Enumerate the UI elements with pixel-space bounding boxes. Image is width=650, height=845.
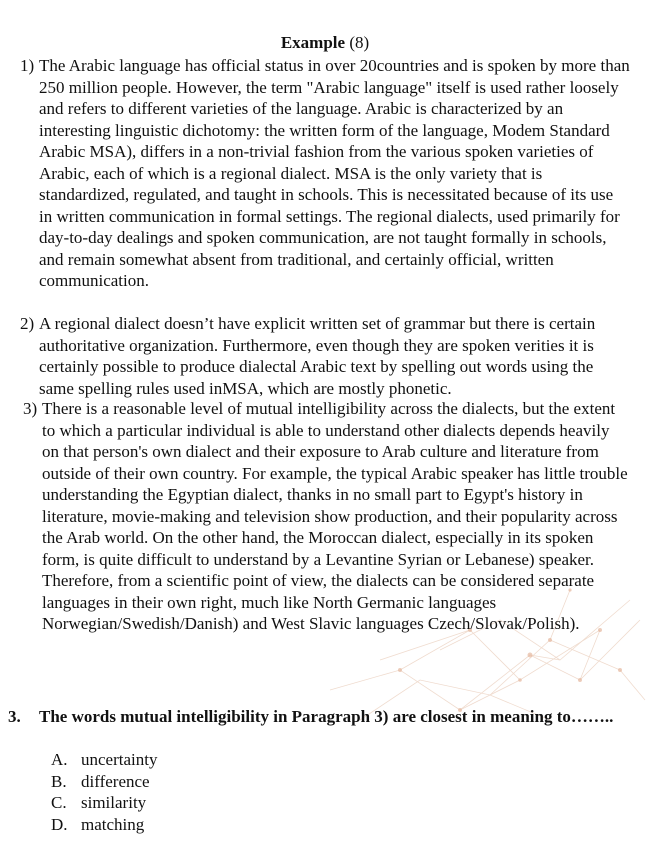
option-text: similarity xyxy=(81,793,147,812)
paragraph-text: The Arabic language has official status in over 20countries and is spoken by more than 250 million people. However, the term "Arabic language" itself is used rather loosely and refers to different varieties of the language. Arabic is characterized by an interesting linguistic dichotomy: the written form of the language, Modem Standard Arabic MSA), differs in a non-trivial fashion from the various spoken varieties of Arabic, each of which is a regional dialect. MSA is the only variety that is standardized, regulated, and taught in schools. This is necessitated because of its use in written communication in formal settings. The regional dialects, used primarily for day-to-day dealings and spoken communication, are not taught formally in schools, and remain somewhat absent from traditional, and certainly official, written communication. xyxy=(39,56,630,290)
paragraph-number: 2) xyxy=(20,314,35,333)
question-number: 3. xyxy=(8,707,21,726)
paragraph-number: 3) xyxy=(23,399,38,418)
paragraph-number: 1) xyxy=(20,56,35,75)
paragraph-3 xyxy=(23,398,628,635)
example-heading xyxy=(0,33,650,53)
example-number: (8) xyxy=(349,33,370,52)
paragraph-text: There is a reasonable level of mutual intelligibility across the dialects, but the extent to which a particular individual is able to understand other dialects depends heavily on that person's own dialect and their exposure to Arab culture and literature from outside of their own country. For example, the typical Arabic speaker has little trouble understanding the Egyptian dialect, thanks in no small part to Egypt's history in literature, movie-making and television show production, and their popularity across the Arab world. On the other hand, the Moroccan dialect, especially in its spoken form, is quite difficult to understand by a Levantine Syrian or Lebanese) speaker. Therefore, from a scientific point of view, the dialects can be considered separate languages in their own right, much like North Germanic languages Norwegian/Swedish/Danish) and West Slavic languages Czech/Slovak/Polish). xyxy=(42,399,628,633)
option-text: difference xyxy=(81,771,150,791)
question-3 xyxy=(8,706,628,728)
example-label: Example xyxy=(280,33,346,52)
option-c[interactable] xyxy=(51,792,157,814)
paragraph-2 xyxy=(20,313,630,399)
paragraph-text: A regional dialect doesn’t have explicit written set of grammar but there is certain authoritative organization. Furthermore, even though they are spoken verities it is certainly possible to produce dialectal Arabic text by spelling out words using the same spelling rules used inMSA, which are mostly phonetic. xyxy=(39,314,596,398)
option-letter: A. xyxy=(51,750,68,769)
paragraph-1 xyxy=(20,55,630,292)
option-letter: D. xyxy=(51,814,68,834)
option-b[interactable] xyxy=(51,771,157,793)
option-a[interactable] xyxy=(51,749,157,771)
option-letter: C. xyxy=(51,793,67,812)
option-d[interactable] xyxy=(51,814,157,836)
option-text: uncertainty xyxy=(81,750,158,769)
answer-options xyxy=(51,749,157,835)
option-text: matching xyxy=(81,814,145,834)
option-letter: B. xyxy=(51,771,67,791)
question-text: The words mutual intelligibility in Paragraph 3) are closest in meaning to…….. xyxy=(39,707,614,726)
